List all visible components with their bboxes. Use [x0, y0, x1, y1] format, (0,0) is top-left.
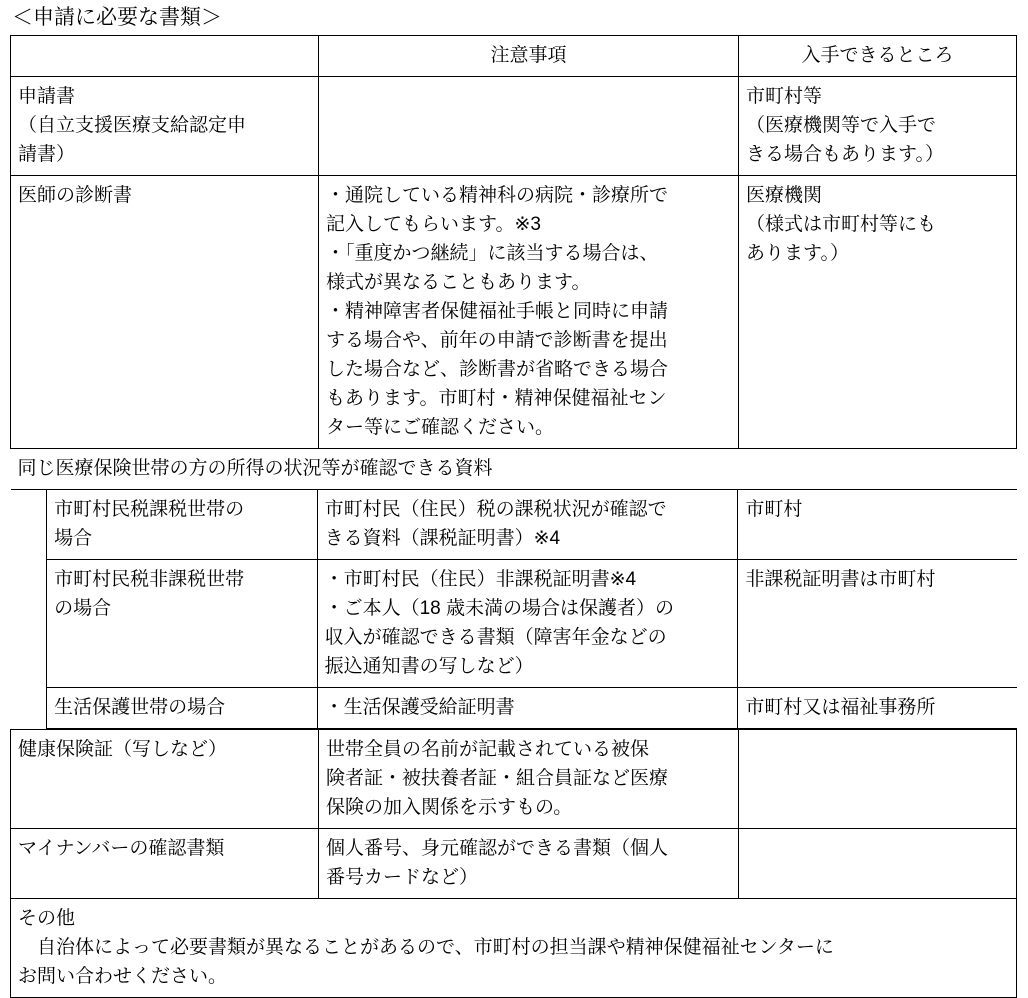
required-documents-table: [10, 35, 1017, 998]
gutter-cell: [11, 490, 47, 560]
table-row: [11, 490, 1017, 560]
table-row: [11, 77, 1017, 176]
header-cell-item: [11, 36, 319, 77]
cell-source-application-form: 市町村等 （医療機関等で入手で きる場合もあります。）: [739, 77, 1017, 176]
cell-notes-nontaxed-household: ・市町村民（住民）非課税証明書※4 ・ご本人（18 歳未満の場合は保護者）の 収入が確認できる書類（障害年金などの 振込通知書の写しなど）: [317, 560, 738, 688]
cell-source-nontaxed-household: 非課税証明書は市町村: [738, 560, 1017, 688]
cell-source-mynumber-documents: [739, 829, 1017, 899]
income-group-header: 同じ医療保険世帯の方の所得の状況等が確認できる資料: [11, 449, 1017, 490]
header-cell-notes: 注意事項: [319, 36, 739, 77]
page-title: ＜申請に必要な書類＞: [12, 6, 222, 29]
table-row: [11, 730, 1017, 829]
cell-source-welfare-household: 市町村又は福祉事務所: [738, 688, 1017, 729]
cell-item-taxed-household: 市町村民税課税世帯の 場合: [47, 490, 318, 560]
cell-notes-mynumber-documents: 個人番号、身元確認ができる書類（個人 番号カードなど）: [319, 829, 739, 899]
cell-source-doctor-certificate: 医療機関 （様式は市町村等にも あります。）: [739, 176, 1017, 449]
cell-item-application-form: 申請書 （自立支援医療支給認定申 請書）: [11, 77, 319, 176]
cell-source-taxed-household: 市町村: [738, 490, 1017, 560]
header-cell-source: 入手できるところ: [739, 36, 1017, 77]
cell-item-nontaxed-household: 市町村民税非課税世帯 の場合: [47, 560, 318, 688]
cell-item-mynumber-documents: マイナンバーの確認書類: [11, 829, 319, 899]
cell-item-welfare-household: 生活保護世帯の場合: [47, 688, 318, 729]
table-header-row: [11, 36, 1017, 77]
cell-notes-doctor-certificate: ・通院している精神科の病院・診療所で 記入してもらいます。※3 ・「重度かつ継続」に該当する場合は、 様式が異なることもあります。 ・精神障害者保健福祉手帳と同時に申請 する場合や、前年の申請で診断書を提出 した場合など、診断書が省略できる場合 もあります。市町村・精神保健福祉セン ター等にご確認ください。: [319, 176, 739, 449]
table-row: [11, 560, 1017, 688]
cell-notes-application-form: [319, 77, 739, 176]
cell-notes-taxed-household: 市町村民（住民）税の課税状況が確認で きる資料（課税証明書）※4: [317, 490, 738, 560]
cell-item-doctor-certificate: 医師の診断書: [11, 176, 319, 449]
table-row: [11, 176, 1017, 449]
income-group-header-row: [11, 449, 1017, 490]
table-row: [11, 688, 1017, 729]
cell-income-group: [11, 449, 1017, 730]
cell-notes-health-insurance-card: 世帯全員の名前が記載されている被保 険者証・被扶養者証・組合員証など医療 保険の加入関係を示すもの。: [319, 730, 739, 829]
table-row-group: [11, 449, 1017, 730]
cell-other-notes: その他 自治体によって必要書類が異なることがあるので、市町村の担当課や精神保健福祉センターに お問い合わせください。: [11, 899, 1017, 998]
gutter-cell: [11, 688, 47, 729]
table-row-footer: [11, 899, 1017, 998]
gutter-cell: [11, 560, 47, 688]
cell-source-health-insurance-card: [739, 730, 1017, 829]
table-row: [11, 829, 1017, 899]
cell-notes-welfare-household: ・生活保護受給証明書: [317, 688, 738, 729]
income-subtable: [11, 449, 1017, 729]
cell-item-health-insurance-card: 健康保険証（写しなど）: [11, 730, 319, 829]
